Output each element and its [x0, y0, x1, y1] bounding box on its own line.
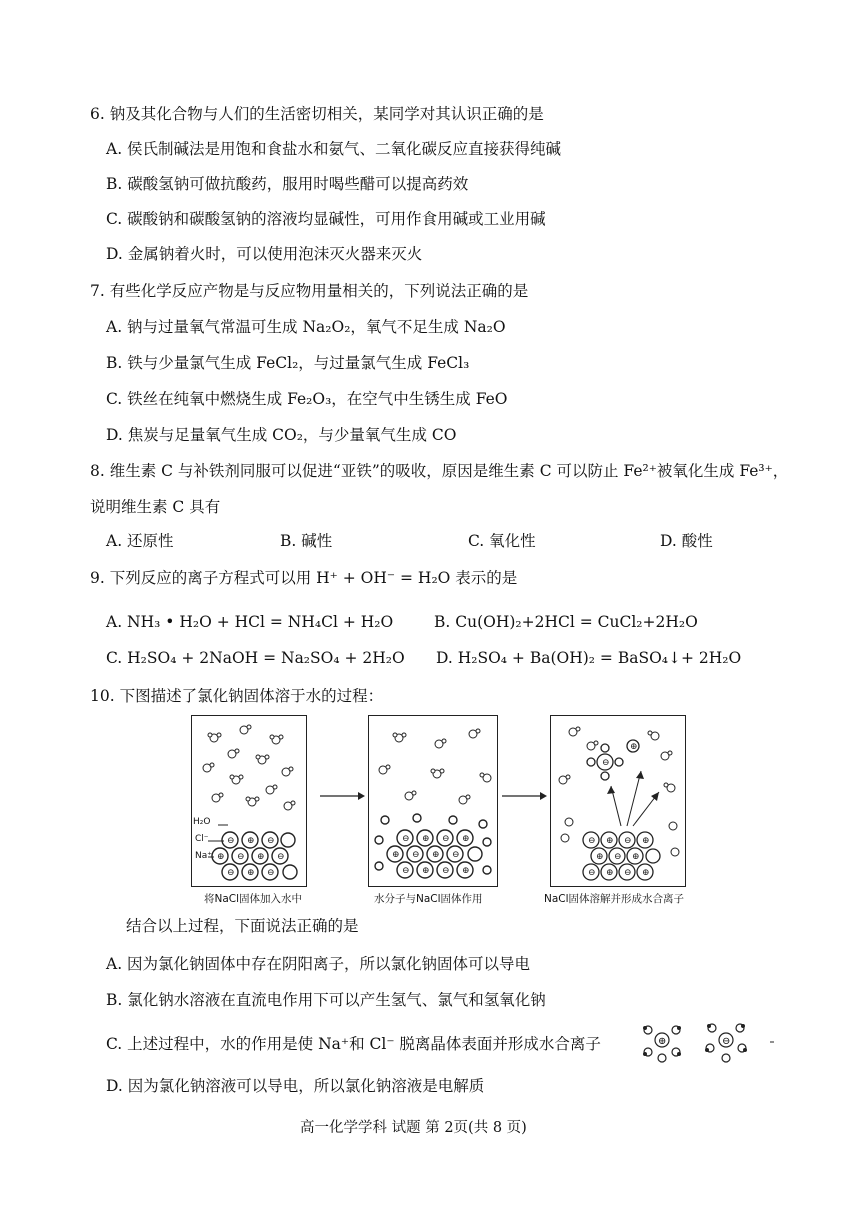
arrow-1-icon [320, 790, 365, 802]
q8-stem-line2: 说明维生素 C 具有 [90, 498, 221, 516]
q10-stem: 10. 下图描述了氯化钠固体溶于水的过程： [90, 687, 384, 705]
q6-option-d: D. 金属钠着火时，可以使用泡沫灭火器来灭火 [106, 245, 423, 263]
svg-text:⊕: ⊕ [247, 868, 255, 878]
svg-text:⊕: ⊕ [606, 836, 614, 846]
label-h2o: H₂O [193, 817, 211, 827]
svg-text:⊕: ⊕ [247, 836, 255, 846]
svg-text:⊕: ⊕ [630, 742, 638, 752]
svg-text:⊖: ⊖ [624, 836, 632, 846]
q7-stem: 7. 有些化学反应产物是与反应物用量相关的，下列说法正确的是 [90, 282, 529, 300]
svg-text:⊕: ⊕ [462, 866, 470, 876]
q7-option-d: D. 焦炭与足量氧气生成 CO₂，与少量氧气生成 CO [106, 426, 457, 444]
svg-text:⊕: ⊕ [642, 836, 650, 846]
q6-option-c: C. 碳酸钠和碳酸氢钠的溶液均显碱性，可用作食用碱或工业用碱 [106, 210, 546, 228]
svg-text:⊕: ⊕ [658, 1036, 667, 1047]
panel-2-molecules [369, 716, 497, 886]
q8-option-d: D. 酸性 [660, 532, 713, 550]
svg-text:⊕: ⊕ [596, 852, 604, 862]
caption-1: 将NaCl固体加入水中 [204, 893, 303, 905]
q8-option-a: A. 还原性 [106, 532, 174, 550]
label-na: Na⁺ [195, 851, 212, 861]
panel-1 [191, 715, 307, 887]
svg-text:⊖: ⊖ [412, 850, 420, 860]
label-cl: Cl⁻ [195, 834, 209, 844]
svg-text:⊕: ⊕ [392, 850, 400, 860]
svg-text:⊕: ⊕ [422, 866, 430, 876]
q8-option-b: B. 碱性 [280, 532, 333, 550]
svg-text:⊖: ⊖ [277, 852, 285, 862]
svg-text:⊕: ⊕ [462, 834, 470, 844]
svg-text:⊖: ⊖ [624, 868, 632, 878]
svg-text:⊖: ⊖ [602, 758, 610, 768]
q9-option-d: D. H₂SO₄ + Ba(OH)₂ = BaSO₄↓+ 2H₂O [436, 649, 742, 667]
arrow-2-icon [502, 790, 547, 802]
q10-lead: 结合以上过程，下面说法正确的是 [126, 917, 359, 935]
q8-stem-line1: 8. 维生素 C 与补铁剂同服可以促进“亚铁”的吸收，原因是维生素 C 可以防止 Fe²⁺被氧化生成 Fe³⁺， [90, 462, 789, 480]
q7-option-c: C. 铁丝在纯氧中燃烧生成 Fe₂O₃，在空气中生锈生成 FeO [106, 390, 508, 408]
svg-text:⊖: ⊖ [267, 836, 275, 846]
svg-text:⊖: ⊖ [402, 834, 410, 844]
svg-text:⊕: ⊕ [432, 850, 440, 860]
q10-option-a: A. 因为氯化钠固体中存在阴阳离子，所以氯化钠固体可以导电 [106, 955, 531, 973]
svg-text:⊖: ⊖ [442, 866, 450, 876]
svg-text:⊕: ⊕ [632, 852, 640, 862]
q10-option-b: B. 氯化钠水溶液在直流电作用下可以产生氢气、氯气和氢氧化钠 [106, 991, 546, 1009]
panel-3-molecules [551, 716, 685, 886]
hydrated-ions-icon [640, 1018, 780, 1064]
q9-stem: 9. 下列反应的离子方程式可以用 H⁺ + OH⁻ = H₂O 表示的是 [90, 569, 518, 587]
svg-text:⊕: ⊕ [217, 852, 225, 862]
svg-text:⊖: ⊖ [237, 852, 245, 862]
q9-option-b: B. Cu(OH)₂+2HCl = CuCl₂+2H₂O [434, 613, 698, 631]
page-footer: 高一化学学科 试题 第 2页(共 8 页) [300, 1120, 527, 1136]
svg-text:⊖: ⊖ [227, 836, 235, 846]
svg-text:⊕: ⊕ [606, 868, 614, 878]
svg-text:⊖: ⊖ [722, 1036, 731, 1047]
svg-text:⊖: ⊖ [227, 868, 235, 878]
svg-text:⊕: ⊕ [257, 852, 265, 862]
q6-option-b: B. 碳酸氢钠可做抗酸药，服用时喝些醋可以提高药效 [106, 175, 469, 193]
q8-option-c: C. 氧化性 [468, 532, 536, 550]
svg-text:⊖: ⊖ [442, 834, 450, 844]
svg-text:⊕: ⊕ [642, 868, 650, 878]
svg-text:⊖: ⊖ [588, 868, 596, 878]
caption-2: 水分子与NaCl固体作用 [374, 893, 483, 905]
q10-option-d: D. 因为氯化钠溶液可以导电，所以氯化钠溶液是电解质 [106, 1077, 485, 1095]
svg-text:⊕: ⊕ [422, 834, 430, 844]
panel-2 [368, 715, 498, 887]
q9-option-c: C. H₂SO₄ + 2NaOH = Na₂SO₄ + 2H₂O [106, 649, 405, 667]
svg-text:⊖: ⊖ [614, 852, 622, 862]
q6-option-a: A. 侯氏制碱法是用饱和食盐水和氨气、二氧化碳反应直接获得纯碱 [106, 140, 562, 158]
svg-text:⊖: ⊖ [402, 866, 410, 876]
svg-text:⊖: ⊖ [267, 868, 275, 878]
q6-stem: 6. 钠及其化合物与人们的生活密切相关，某同学对其认识正确的是 [90, 105, 544, 123]
svg-text:⊖: ⊖ [452, 850, 460, 860]
q7-option-a: A. 钠与过量氧气常温可生成 Na₂O₂，氧气不足生成 Na₂O [106, 318, 506, 336]
panel-3 [550, 715, 686, 887]
svg-text:⊖: ⊖ [588, 836, 596, 846]
q9-option-a: A. NH₃ • H₂O + HCl = NH₄Cl + H₂O [106, 613, 394, 631]
q10-option-c: C. 上述过程中，水的作用是使 Na⁺和 Cl⁻ 脱离晶体表面并形成水合离子 [106, 1035, 601, 1053]
q7-option-b: B. 铁与少量氯气生成 FeCl₂，与过量氯气生成 FeCl₃ [106, 354, 470, 372]
caption-3: NaCl固体溶解并形成水合离子 [544, 893, 685, 905]
